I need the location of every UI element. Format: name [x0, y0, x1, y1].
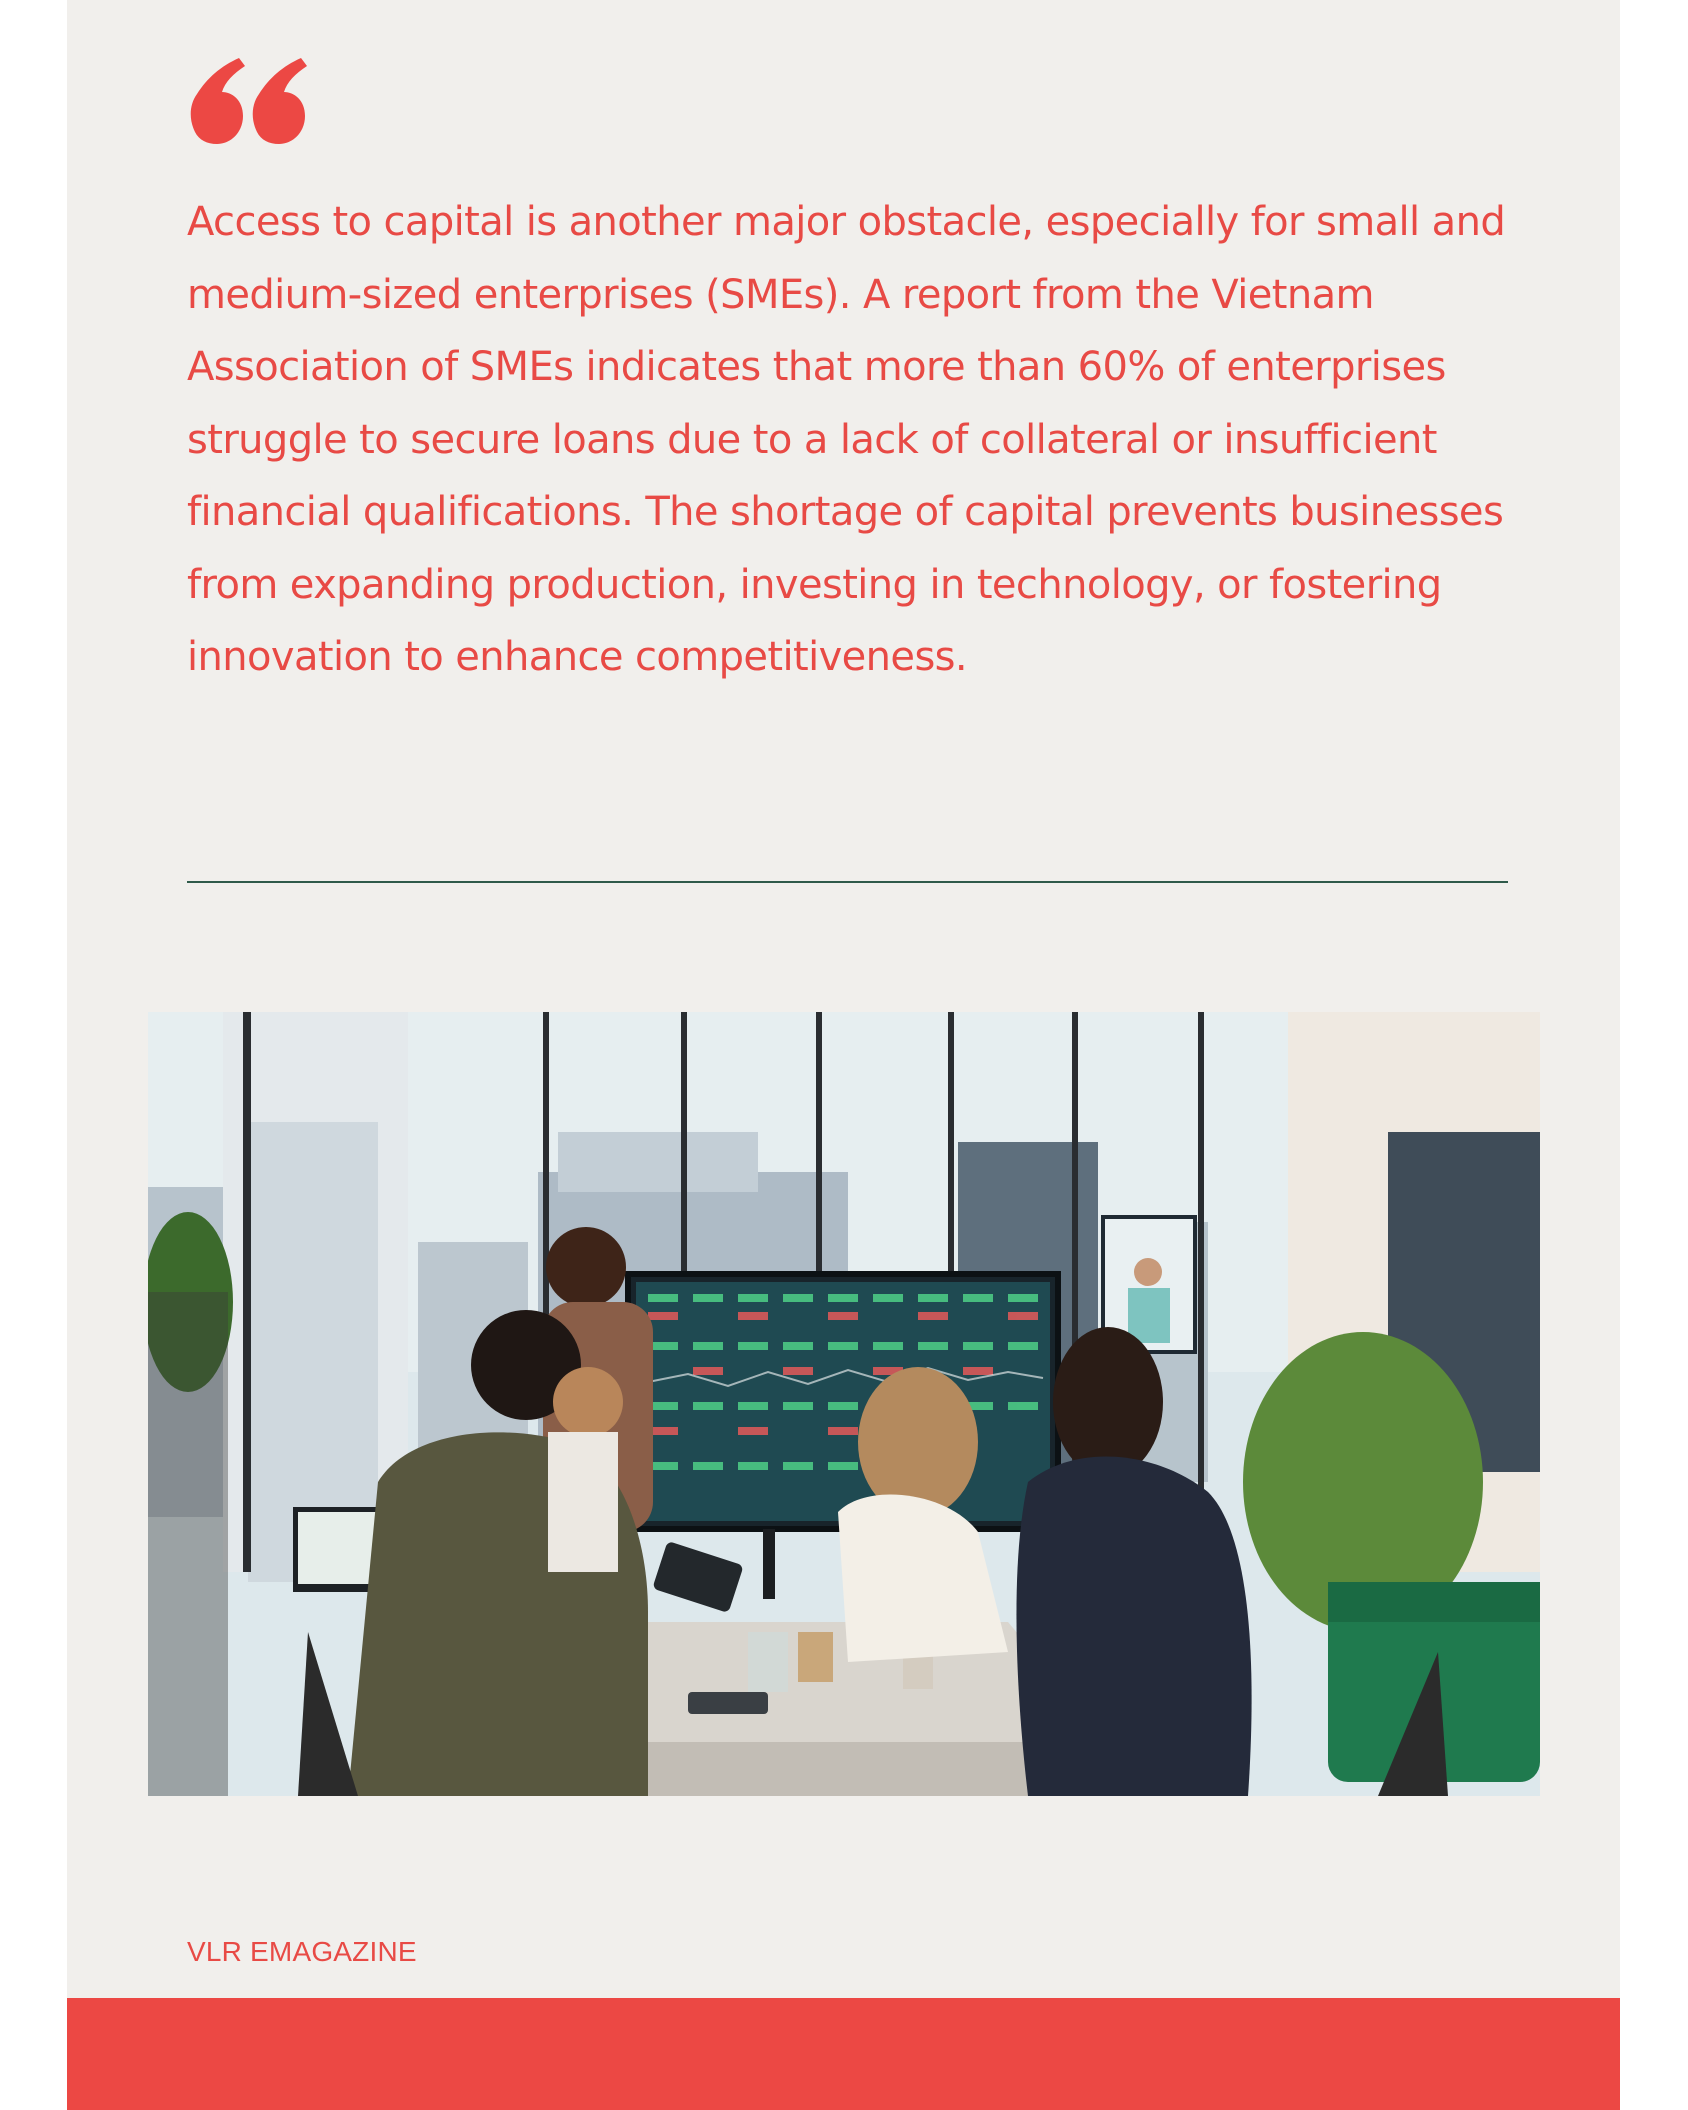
magazine-page: [67, 0, 1620, 2110]
pull-quote-text: Access to capital is another major obstacle, especially for small and medium-sized enterprises (SMEs). A report from the Vietnam Association of SMEs indicates that more than 60% of enterprises struggle to secure loans due to a lack of collateral or insufficient financial qualifications. The shortage of capital prevents businesses from expanding production, investing in technology, or fostering innovation to enhance competitiveness.: [187, 199, 1506, 680]
footer-bar: [67, 1998, 1620, 2110]
office-meeting-photo: [148, 1012, 1540, 1796]
publication-name: VLR EMAGAZINE: [187, 1936, 417, 1967]
divider-line: [187, 881, 1508, 883]
quote-mark-icon: [187, 50, 317, 150]
